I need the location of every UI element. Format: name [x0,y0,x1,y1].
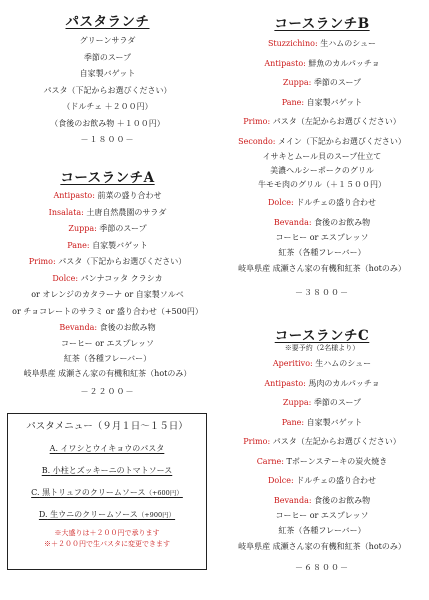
pasta-menu-note: ※＋２００円で生パスタに変更できます [44,540,170,548]
course-c-item: Pane: 自家製バゲット [281,417,363,427]
course-c-item: Zuppa: 季節のスープ [282,398,362,407]
course-a-price: －２２００－ [80,387,135,396]
course-b-drink: 紅茶（各種フレーバー） [278,248,366,257]
course-c-item: Primo: パスタ（左記からお選びください） [243,437,401,446]
course-c-price: －６８００－ [295,562,349,572]
course-b-title: コースランチB [274,16,370,32]
course-a-dolce-option: or オレンジのカタラーナ or 自家製ソルベ [31,290,184,299]
course-a-drink: 岐阜県産 成瀬さん家の有機和紅茶（hotのみ） [23,369,192,378]
pasta-lunch-line: 自家製バゲット [79,69,136,78]
pasta-menu-title: パスタメニュー（９月１日～１５日） [26,421,188,432]
course-a-item: Dolce: パンナコッタ クラシカ [52,273,163,283]
course-a-drink: コーヒー or エスプレッソ [60,338,154,348]
course-c-item: Aperitivo: 生ハムのシュー [272,359,372,368]
pasta-lunch-line: （ドルチェ ＋２００円） [62,102,153,111]
course-b-bevanda: Bevanda: 食後のお飲み物 [273,217,371,227]
course-a-item: Primo: パスタ（下記からお選びください） [28,257,187,266]
pasta-menu-item-c: C. 黒トリュフのクリームソース（+600円） [31,488,183,497]
course-b-drink: 岐阜県産 成瀬さん家の有機和紅茶（hotのみ） [238,263,406,273]
course-b-section [215,16,429,301]
course-b-secondo-option: 牛モモ肉のグリル（＋１５００円） [258,180,386,189]
course-b-secondo-option: イサキとムール貝のスープ仕立て [262,152,382,161]
course-b-item: Stuzzichino: 生ハムのシュー [267,39,377,48]
course-a-item: Pane: 自家製バゲット [67,240,148,250]
pasta-menu-item-b: B. 小柱とズッキーニのトマトソース [41,466,173,475]
course-b-dolce: Dolce: ドルチェの盛り合わせ [267,198,376,207]
pasta-lunch-line: 季節のスープ [83,52,132,62]
course-c-item: Dolce: ドルチェの盛り合わせ [267,476,376,485]
course-c-title: コースランチC [274,328,370,344]
course-b-drink: コーヒー or エスプレッソ [275,233,369,242]
course-a-drink: 紅茶（各種フレーバー） [63,353,152,363]
course-b-item: Pane: 自家製バゲット [281,97,363,107]
course-c-bevanda: Bevanda: 食後のお飲み物 [273,495,371,505]
course-c-reservation-note: ※要予約（2名様より） [284,344,360,352]
pasta-lunch-line: パスタ（下記からお選びください） [43,85,172,95]
course-c-drink: 紅茶（各種フレーバー） [278,526,366,535]
course-c-section [215,328,429,576]
course-b-item: Zuppa: 季節のスープ [282,78,362,87]
course-a-section [0,170,215,400]
course-b-item: Primo: パスタ（左記からお選びください） [243,117,401,126]
course-b-secondo-option: 美濃ヘルシーポークのグリル [270,166,374,175]
pasta-lunch-price: －１８００－ [80,135,135,144]
course-b-price: －３８００－ [295,287,349,297]
pasta-lunch-line: グリーンサラダ [79,36,136,45]
course-c-item: Carne: Tボーンステーキの炭火焼き [256,456,388,466]
course-a-title: コースランチA [60,170,155,186]
pasta-menu-note: ※大盛りは＋２００円で承ります [54,529,160,537]
course-a-item: Antipasto: 前菜の盛り合わせ [53,191,162,200]
course-b-item: Antipasto: 鮮魚のカルパッチョ [264,58,380,68]
pasta-lunch-section [0,14,215,148]
course-c-drink: 岐阜県産 成瀬さん家の有機和紅茶（hotのみ） [238,541,406,551]
course-c-drink: コーヒー or エスプレッソ [275,511,369,520]
course-a-bevanda: Bevanda: 食後のお飲み物 [59,323,156,332]
pasta-lunch-title: パスタランチ [65,14,150,30]
pasta-lunch-line: （食後のお飲み物 ＋１００円） [50,118,165,128]
course-a-dolce-option: or チョコレートのサラミ or 盛り合わせ（+500円） [12,306,203,316]
course-b-item: Secondo: メイン（下記からお選びください） [238,136,406,146]
course-c-item: Antipasto: 馬肉のカルパッチョ [264,378,380,388]
pasta-menu-box [7,413,207,570]
pasta-menu-item-d: D. 生ウニのクリームソース（+900円） [38,510,176,519]
course-a-item: Insalata: 土唐自然農園のサラダ [48,207,167,217]
pasta-menu-item-a: A. イワシとウイキョウのパスタ [49,444,165,453]
course-a-item: Zuppa: 季節のスープ [68,224,147,233]
